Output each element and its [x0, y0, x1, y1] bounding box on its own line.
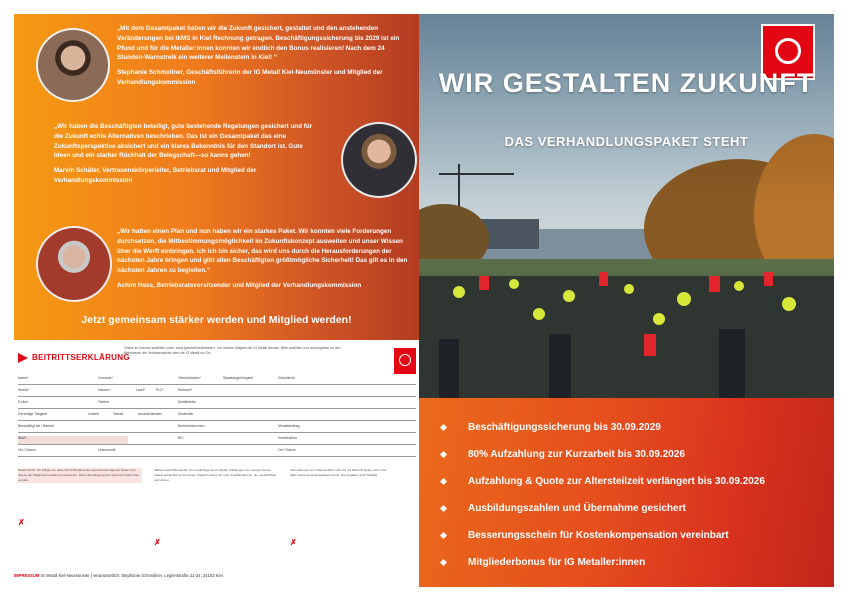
- benefits-list: [419, 398, 834, 587]
- field-label: Vollzeit: [88, 412, 99, 416]
- quote-author: Marvin Schäfer, Vertrauenskörperleiter, Betriebsrat und Mitglied der Verhandlungskommission: [54, 167, 257, 184]
- diamond-bullet-icon: [440, 532, 447, 539]
- impressum-text: IG Metall Kiel-Neumünster | verantwortlich: Stephanie Schmoliner, Legienstraße 22-24, 24103 Kiel: [40, 573, 223, 578]
- diamond-bullet-icon: [440, 424, 447, 431]
- field-label: Telefon: [98, 400, 109, 404]
- arrow-right-icon: [18, 353, 28, 363]
- quote-text: „Wir hatten einen Plan und nun haben wir ein starkes Paket. Wir konnten viele Forderungen durchsetzen, die Mitbestimmungsmöglichkeit im Zukunftskonzept ausweiten und unser Wissen über die Werft einbringen. Ich ich bin sicher, das wird uns durch die Herausforderungen der nächsten Jahre bringen und gibt allen Beschäftigten größtmögliche Sicherheit! Das gilt es in den nächsten Jahren zu begleiten.“: [117, 228, 408, 274]
- field-label: Teilzeit: [113, 412, 124, 416]
- diamond-bullet-icon: [440, 505, 447, 512]
- iban-highlight: [18, 436, 128, 444]
- field-label: E-Mail: [18, 400, 28, 404]
- list-item-text: Ausbildungszahlen und Übernahme gesichert: [468, 503, 686, 514]
- field-label: Wohnort*: [178, 388, 193, 392]
- quote-text: „Mit dem Gesamtpaket haben wir die Zukunft gesichert, gestaltet und den anstehenden Veränderungen bei tkMS in Kiel Rechnung getragen. Beschäftigungssicherung bis 2029 ist ein Pfund und für die Metaller:innen konnten wir endlich den Bonus realisieren! Nach dem 24 Stunden-Warnstreik ein weiterer Meilenstein in Kiel! “: [117, 25, 400, 62]
- field-label: Vorname*: [98, 376, 113, 380]
- list-item-text: Beschäftigungssicherung bis 30.09.2029: [468, 422, 661, 433]
- logo-ring-icon: [775, 38, 801, 64]
- field-label: Mobiltelefon: [178, 400, 197, 404]
- diamond-bullet-icon: [440, 451, 447, 458]
- list-item-text: 80% Aufzahlung zur Kurzarbeit bis 30.09.2026: [468, 449, 685, 460]
- form-row[interactable]: [18, 448, 416, 457]
- portrait-photo-stephanie: [36, 28, 110, 102]
- logo-ring-icon: [399, 354, 411, 366]
- field-label: Auszubildende/r: [138, 412, 163, 416]
- quote-stephanie: [117, 24, 409, 88]
- membership-form: [14, 340, 419, 572]
- quote-text: „Wir haben die Beschäftigten beteiligt, gute bestehende Regelungen gesichert und für die Zukunft echte Alternativen beschrieben. Das ist ein Gesamtpaket das eine Zukunftsperspektive absichert und ein klares Bekenntnis für den Standort ist. Gute Ideen und ein starker Rückhalt der Belegschaft—so kanns gehen!: [54, 123, 313, 160]
- signature-x-icon: ✗: [290, 538, 297, 547]
- quote-achim: [117, 227, 409, 291]
- form-row[interactable]: [18, 376, 416, 385]
- field-label: Derzeitige Tätigkeit: [18, 412, 47, 416]
- subheadline: DAS VERHANDLUNGSPAKET STEHT: [504, 134, 749, 149]
- portrait-photo-marvin: [341, 122, 417, 198]
- signature-x-icon: ✗: [154, 538, 161, 547]
- field-label: Bruttoeinkommen: [178, 424, 205, 428]
- igm-logo-small: [394, 348, 416, 374]
- form-fields: [18, 376, 416, 460]
- headline: WIR GESTALTEN ZUKUNFT: [438, 68, 815, 98]
- form-row[interactable]: [18, 400, 416, 409]
- list-item-text: Besserungsschein für Kostenkompensation vereinbart: [468, 530, 729, 541]
- signature-x-icon: ✗: [18, 518, 25, 527]
- list-item-text: Aufzahlung & Quote zur Altersteilzeit verlängert bis 30.09.2026: [468, 476, 765, 487]
- field-label: Hausnr.*: [98, 388, 112, 392]
- quote-marvin: [54, 122, 319, 186]
- portrait-photo-achim: [36, 226, 112, 302]
- field-label: Ort / Datum: [278, 448, 296, 452]
- quotes-panel: [14, 14, 419, 340]
- field-label: Beschäftigt bei / Betrieb: [18, 424, 54, 428]
- field-label: Name*: [18, 376, 29, 380]
- field-label: BIC: [178, 436, 184, 440]
- field-label: Geschlecht: [278, 376, 295, 380]
- field-label: Land*: [136, 388, 145, 392]
- field-label: Kreditinstitut: [278, 436, 297, 440]
- field-label: Straße*: [18, 388, 30, 392]
- field-label: PLZ*: [156, 388, 164, 392]
- form-title: BEITRITTSERKLÄRUNG: [32, 353, 130, 362]
- fine-print-column: SEPA-Lastschriftmandat: Ich ermächtige die IG Metall, Zahlungen von meinem Konto mittels Lastschrift einzuziehen. Zugleich weise ich mein Kreditinstitut an, die Lastschriften einzulösen.: [154, 468, 277, 482]
- diamond-bullet-icon: [440, 478, 447, 485]
- quote-author: Achim Hass, Betriebsratsvorsitzender und Mitglied der Verhandlungskommission: [117, 281, 362, 289]
- field-label: Geburtsdatum*: [178, 376, 201, 380]
- form-row[interactable]: [18, 436, 416, 445]
- impressum-label: IMPRESSUM: [14, 573, 40, 578]
- quote-author: Stephanie Schmoliner, Geschäftsführerin der IG Metall Kiel-Neumünster und Mitglied der Verhandlungskommission: [117, 69, 383, 86]
- form-intro: Online im Internet ausfüllen unter: www.igmetall.de/beitreten · Ich möchte Mitglied der IG Metall werden. Bitte ausfüllen und zurückgeben an den Betriebsrat, die Vertrauensleute oder die IG Metall vor Ort.: [124, 346, 341, 356]
- field-label: Student/in: [178, 412, 194, 416]
- field-label: Monatsbeitrag: [278, 424, 300, 428]
- fine-print-column: Datenschutz: Ich willige ein, dass die IG Metall meine personenbezogenen Daten zum Zweck der Mitgliederverwaltung verarbeitet. Diese Einwilligung kann jederzeit widerrufen werden.: [18, 468, 142, 483]
- list-item-text: Mitgliederbonus für IG Metaller:innen: [468, 557, 646, 568]
- fine-print-column: Informationen zum Datenschutz nach Art. 13 DSGVO finden sich unter https://www.igmetall.de/datenschutz. Die Angaben sind freiwillig.: [290, 468, 387, 477]
- field-label: Staatsangehörigkeit: [223, 376, 253, 380]
- field-label: IBAN: [18, 436, 26, 440]
- impressum: [14, 573, 419, 578]
- field-label: Unterschrift: [98, 448, 116, 452]
- diamond-bullet-icon: [440, 559, 447, 566]
- field-label: Ort / Datum: [18, 448, 36, 452]
- join-call-to-action: Jetzt gemeinsam stärker werden und Mitglied werden!: [81, 314, 352, 326]
- form-row[interactable]: [18, 424, 416, 433]
- form-row[interactable]: [18, 388, 416, 397]
- cover-panel: [419, 14, 834, 587]
- form-row[interactable]: [18, 412, 416, 421]
